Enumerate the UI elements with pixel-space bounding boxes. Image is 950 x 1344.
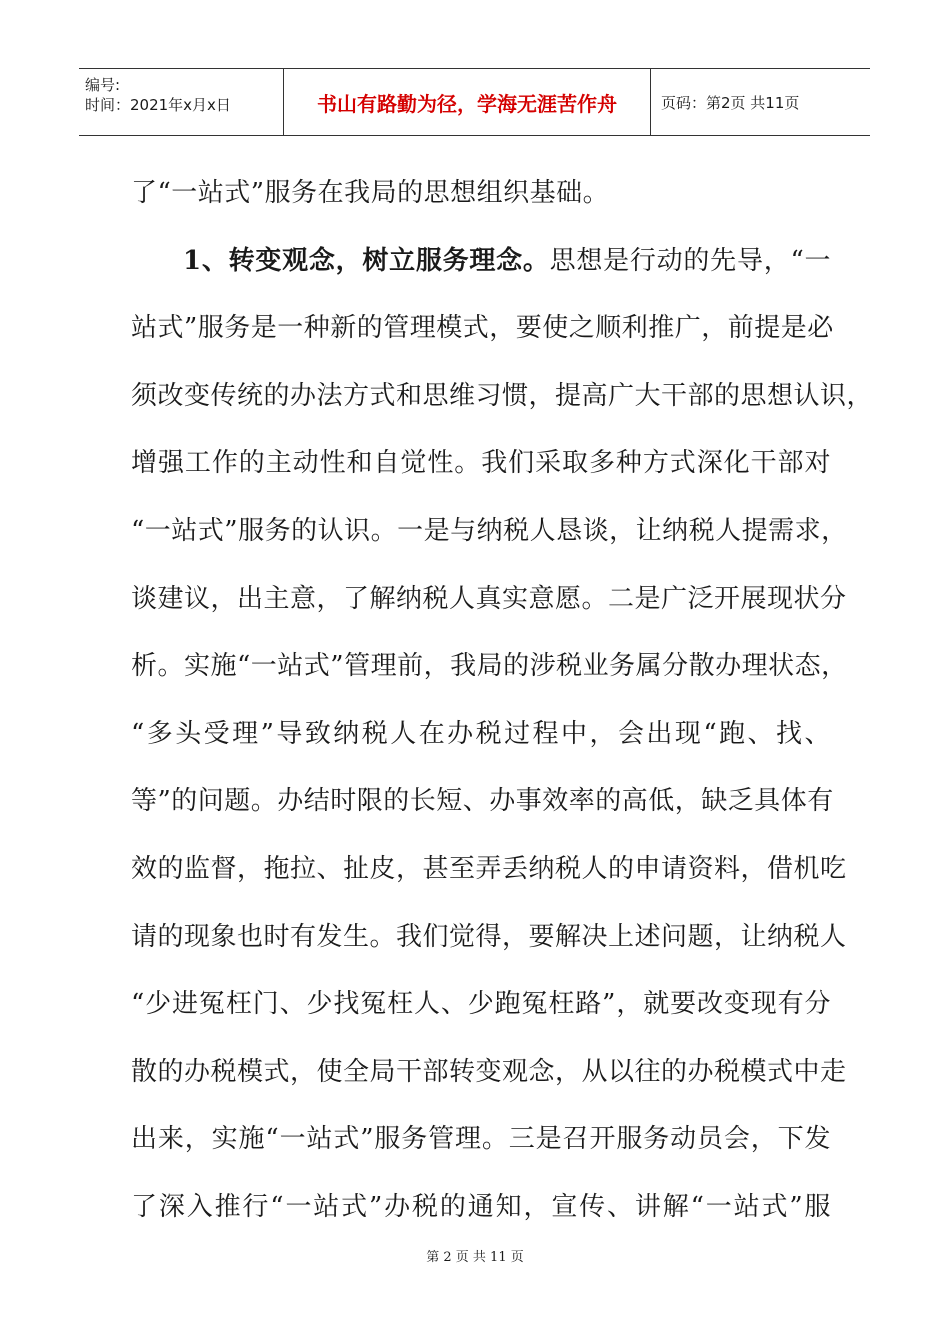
body-text-span: 思想是行动的先导，“一 bbox=[549, 245, 831, 276]
body-line: 效的监督，拖拉、扯皮，甚至弄丢纳税人的申请资料，借机吃 bbox=[131, 853, 847, 884]
body-line: 站式”服务是一种新的管理模式，要使之顺利推广，前提是必 bbox=[131, 313, 834, 344]
body-line: 出来，实施“一站式”服务管理。三是召开服务动员会，下发 bbox=[131, 1124, 831, 1155]
page-footer: 第 2 页 共 11 页 bbox=[426, 1250, 524, 1265]
body-line: 请的现象也时有发生。我们觉得，要解决上述问题，让纳税人 bbox=[131, 921, 847, 952]
header-meta bbox=[79, 69, 284, 135]
body-line: 谈建议，出主意，了解纳税人真实意愿。二是广泛开展现状分 bbox=[131, 583, 847, 614]
body-line: 增强工作的主动性和自觉性。我们采取多种方式深化干部对 bbox=[131, 448, 831, 479]
page-header bbox=[79, 68, 870, 136]
document-number-label: 编号: bbox=[85, 76, 121, 94]
body-line: 等”的问题。办结时限的长短、办事效率的高低，缺乏具体有 bbox=[131, 786, 834, 817]
document-body bbox=[131, 160, 874, 1242]
body-line: “少进冤枉门、少找冤枉人、少跑冤枉路”，就要改变现有分 bbox=[131, 989, 831, 1020]
document-date: 时间：2021年x月x日 bbox=[85, 96, 231, 114]
header-motto: 书山有路勤为径，学海无涯苦作舟 bbox=[284, 69, 651, 135]
body-line: “一站式”服务的认识。一是与纳税人恳谈，让纳税人提需求， bbox=[131, 515, 848, 546]
section-heading-line bbox=[131, 228, 831, 296]
body-line: “多头受理”导致纳税人在办税过程中，会出现“跑、找、 bbox=[131, 718, 831, 749]
header-page-code: 页码：第2页 共11页 bbox=[661, 93, 800, 112]
body-line: 须改变传统的办法方式和思维习惯，提高广大干部的思想认识， bbox=[131, 380, 874, 411]
section-heading: 1、转变观念，树立服务理念。 bbox=[183, 245, 550, 276]
body-line: 了“一站式”服务在我局的思想组织基础。 bbox=[131, 178, 610, 208]
body-line: 散的办税模式，使全局干部转变观念，从以往的办税模式中走 bbox=[131, 1056, 847, 1087]
body-line: 了深入推行“一站式”办税的通知，宣传、讲解“一站式”服 bbox=[131, 1191, 831, 1222]
body-line: 析。实施“一站式”管理前，我局的涉税业务属分散办理状态， bbox=[131, 651, 848, 682]
